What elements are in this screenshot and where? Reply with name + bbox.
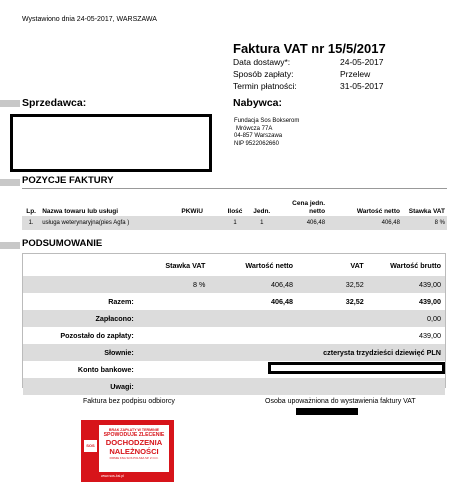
payment-due-label: Termin płatności: — [233, 81, 297, 91]
total-net: 406,48 — [271, 297, 294, 306]
total-row — [23, 293, 445, 310]
buyer-address — [234, 118, 299, 148]
notes-row — [23, 378, 445, 395]
badge-line-4: NALEŻNOŚCI — [109, 447, 159, 456]
remaining-row — [23, 327, 445, 344]
payment-due-value: 31-05-2017 — [340, 81, 384, 91]
buyer-name: Fundacja Sos Bokserom — [234, 118, 300, 124]
words-label: Słownie: — [104, 348, 134, 357]
section-marker — [0, 242, 20, 249]
sum-col-gross: Wartość brutto — [390, 260, 441, 270]
badge-url: www.sos-ksi.pl — [101, 474, 124, 478]
account-label: Konto bankowe: — [77, 365, 134, 374]
issue-date: Wystawiono dnia 24-05-2017, WARSZAWA — [22, 16, 157, 23]
notes-label: Uwagi: — [110, 382, 134, 391]
buyer-street: Mrówcza 77A — [236, 125, 273, 132]
words-row — [23, 344, 445, 361]
buyer-heading: Nabywca: — [233, 97, 283, 109]
payment-method-value: Przelew — [340, 69, 371, 79]
sum-col-net: Wartość netto — [245, 260, 294, 270]
cell: 406,48 — [271, 280, 294, 289]
cell: 439,00 — [419, 280, 441, 289]
items-table-wrap — [22, 188, 447, 230]
seller-heading: Sprzedawca: — [22, 97, 87, 109]
sos-logo-icon — [84, 440, 97, 452]
col-net: Wartość netto — [356, 208, 400, 215]
delivery-date-value: 24-05-2017 — [340, 57, 384, 67]
debt-collection-badge — [81, 420, 174, 482]
cell: 8 % — [193, 280, 206, 289]
cell: 8 % — [434, 220, 445, 226]
words-value: czterysta trzydzieści dziewięć PLN — [323, 348, 441, 357]
cell: 406,48 — [306, 220, 326, 226]
seller-redaction — [10, 114, 212, 172]
col-vat-rate: Stawka VAT — [408, 208, 445, 215]
cell — [162, 216, 222, 230]
remaining-label: Pozostało do zapłaty: — [60, 331, 134, 340]
badge-panel — [99, 425, 169, 472]
signature-left: Faktura bez podpisu odbiorcy — [83, 398, 175, 405]
total-gross: 439,00 — [419, 297, 441, 306]
items-heading: POZYCJE FAKTURY — [22, 175, 114, 186]
badge-line-2: SPOWODUJE ZLECENIE — [103, 432, 165, 438]
items-table — [22, 192, 447, 230]
table-row — [23, 276, 445, 293]
col-name: Nazwa towaru lub usługi — [42, 208, 119, 215]
invoice-title: Faktura VAT nr 15/5/2017 — [233, 41, 386, 56]
buyer-city: 04-857 Warszawa — [234, 133, 283, 139]
sum-col-rate: Stawka VAT — [165, 260, 206, 270]
section-marker — [0, 100, 20, 107]
signature-right: Osoba upoważniona do wystawienia faktury VAT — [265, 398, 416, 405]
badge-line-5: FIRMIE KSG SOS POLSKA SP. Z O.O. — [109, 456, 159, 460]
summary-heading: PODSUMOWANIE — [22, 238, 103, 249]
col-qty: Ilość — [227, 208, 243, 215]
paid-label: Zapłacono: — [95, 314, 134, 323]
cell: 1 — [260, 220, 264, 226]
paid-row — [23, 310, 445, 327]
cell: 32,52 — [345, 280, 364, 289]
payment-method-label: Sposób zapłaty: — [233, 69, 294, 79]
buyer-nip: NIP 9522062660 — [234, 140, 279, 147]
badge-line-1: BRAK ZAPŁATY W TERMINIE — [108, 428, 160, 432]
col-pkwiu: PKWiU — [181, 208, 203, 215]
col-unit: Jedn. — [253, 208, 271, 215]
badge-line-3: DOCHODZENIA — [105, 438, 163, 447]
cell: 1. — [28, 220, 34, 226]
cell: 1 — [233, 220, 237, 226]
cell: usługa weterynaryjna(pies Agfa ) — [42, 220, 130, 226]
table-row — [22, 216, 447, 230]
cell: 406,48 — [381, 220, 400, 226]
section-marker — [0, 179, 20, 186]
delivery-date-label: Data dostawy*: — [233, 57, 291, 67]
total-vat: 32,52 — [345, 297, 364, 306]
invoice-meta — [233, 56, 383, 92]
col-unit-price: Cena jedn. netto — [292, 200, 326, 215]
paid-value: 0,00 — [427, 314, 441, 323]
sos-logo-text: SOS — [86, 443, 95, 448]
col-lp: Lp. — [26, 208, 36, 215]
signature-redaction — [296, 408, 358, 415]
account-redaction — [268, 362, 445, 374]
total-label: Razem: — [108, 297, 134, 306]
sum-col-vat: VAT — [350, 260, 364, 270]
remaining-value: 439,00 — [419, 331, 441, 340]
